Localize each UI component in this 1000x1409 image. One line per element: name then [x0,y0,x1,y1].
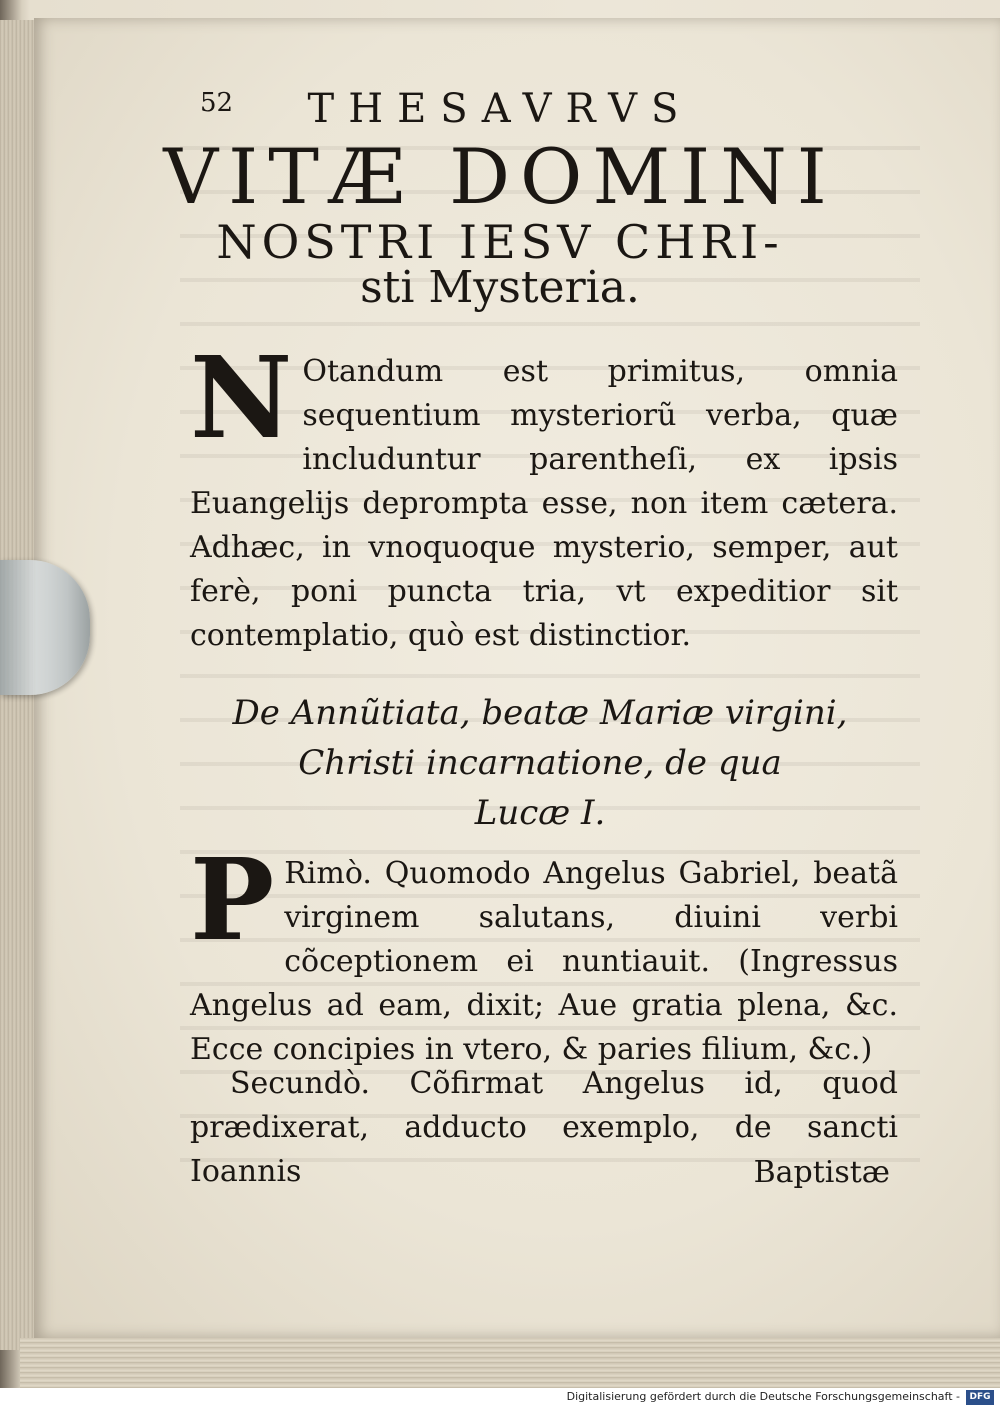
footer-credit: Digitalisierung gefördert durch die Deutsche Forschungsgemeinschaft - [566,1390,960,1403]
drop-cap: N [190,333,293,464]
section-heading [0,688,1000,838]
drop-cap: P [190,835,275,966]
digitization-footer [0,1388,1000,1409]
running-head: THESAVRVS [307,86,693,132]
paragraph-intro [190,333,898,658]
section-heading-line-1: De Annũtiata, beatæ Mariæ virgini, [232,693,848,733]
title-line-3: sti Mysteria. [360,262,640,313]
title-line-2: NOSTRI IESV CHRI- [216,215,784,269]
section-heading-line-3: Lucæ I. [474,793,606,833]
catchword: Baptistæ [753,1155,890,1190]
page-edges-bottom [20,1338,1000,1388]
dfg-logo-icon: DFG [966,1390,994,1405]
paragraph-primo-text: Rimò. Quomodo Angelus Gabriel, beatã virginem salutans, diuini verbi cõceptionem ei nuntiauit. (Ingressus Angelus ad eam, dixit; Aue gratia plena, &c. Ecce concipies in vtero, & paries filium, &c.) [190,856,898,1067]
paragraph-secundo-text: Secundò. Cõfirmat Angelus id, quod prædixerat, adducto exemplo, de sancti Ioannis [190,1066,898,1189]
paragraph-intro-text: Otandum est primitus, omnia sequentium mysteriorũ verba, quæ includuntur parentheſi, ex ipsis Euangelijs deprompta esse, non item cætera. Adhæc, in vnoquoque mysterio, semper, aut ferè, poni puncta tria, vt expeditior sit contemplatio, quò est distinctior. [190,354,898,653]
paragraph-primo [190,835,898,1072]
section-heading-line-2: Christi incarnatione, de qua [298,743,782,783]
page-number: 52 [200,88,234,118]
title-line-1: VITÆ DOMINI [163,132,837,221]
